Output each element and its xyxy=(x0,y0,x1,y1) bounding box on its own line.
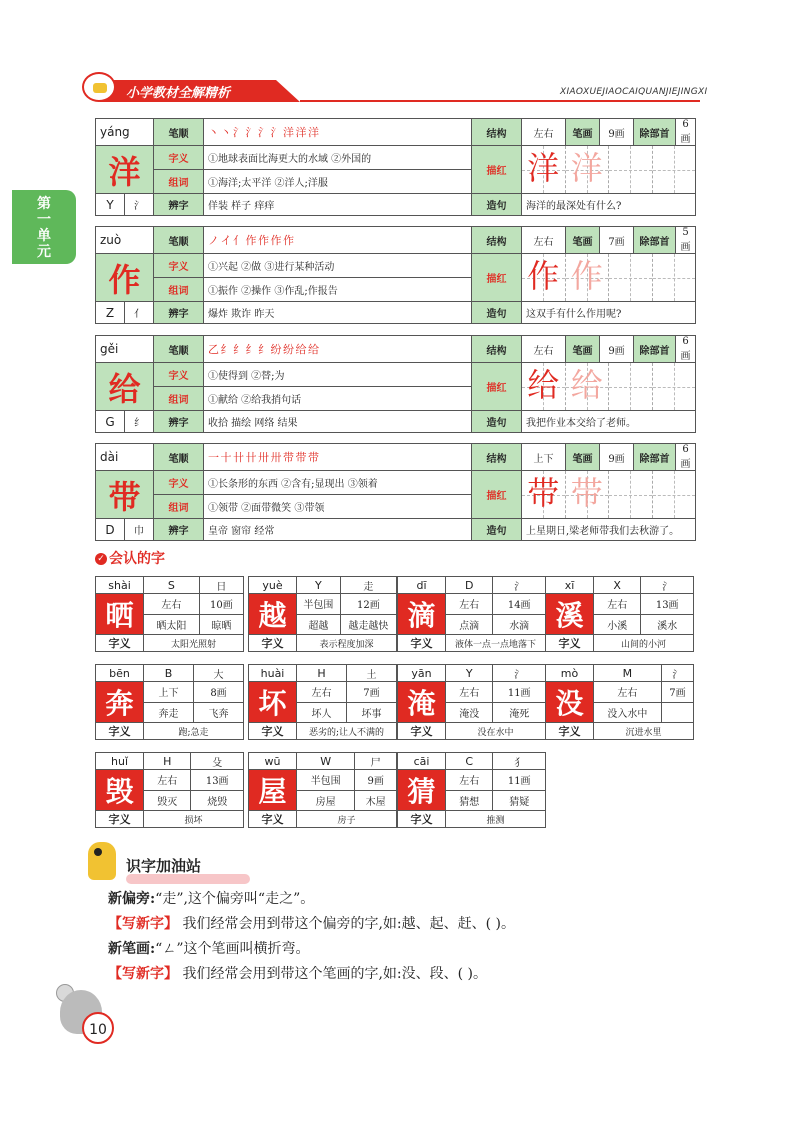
label-zaoju: 造句 xyxy=(472,519,522,541)
structure: 左右 xyxy=(297,682,347,703)
label-ziyi: 字义 xyxy=(96,811,144,828)
recognize-char: 猜 xyxy=(398,770,446,811)
label-bianzi: 辨字 xyxy=(154,302,204,324)
trace-cell-empty[interactable] xyxy=(609,146,653,193)
label-bianzi: 辨字 xyxy=(154,519,204,541)
label-bianzi: 辨字 xyxy=(154,411,204,433)
label-bushou: 除部首 xyxy=(634,119,676,146)
trace-cell-empty[interactable] xyxy=(653,254,696,301)
pinyin: mò xyxy=(546,665,594,682)
meaning: 房子 xyxy=(297,811,397,828)
label-jiegou: 结构 xyxy=(472,444,522,471)
stroke-count: 12画 xyxy=(340,594,396,615)
recognize-char: 越 xyxy=(249,594,297,635)
pinyin: yuè xyxy=(249,577,297,594)
header-title: 小学教材全解精析 xyxy=(126,86,231,101)
radical: 氵 xyxy=(125,194,154,216)
pinyin: zuò xyxy=(96,227,154,254)
stroke-count: 10画 xyxy=(199,594,243,615)
label-zaoju: 造句 xyxy=(472,411,522,433)
label-ziyi: 字义 xyxy=(398,723,446,740)
trace-cell-empty[interactable] xyxy=(653,471,696,518)
word-2: 淹死 xyxy=(493,702,546,723)
trace-cell-empty[interactable] xyxy=(609,363,653,410)
capital-letter: Z xyxy=(96,302,125,324)
new-radical-text: “走”,这个偏旁叫“走之”。 xyxy=(155,891,315,907)
label-zuci: 组词 xyxy=(154,278,204,302)
meaning: 损坏 xyxy=(144,811,244,828)
label-ziyi: 字义 xyxy=(546,635,594,652)
example-sentence: 我把作业本交给了老师。 xyxy=(522,411,696,433)
word-2: 烧毁 xyxy=(191,790,244,811)
radical: 氵 xyxy=(493,665,546,682)
tracing-grid xyxy=(522,471,696,519)
label-ziyi: 字义 xyxy=(154,471,204,495)
trace-char-dark: 洋 xyxy=(527,149,560,187)
tracing-grid xyxy=(522,254,696,302)
label-bishun: 笔顺 xyxy=(154,119,204,146)
label-miaohong: 描红 xyxy=(472,471,522,519)
capital-letter: W xyxy=(297,753,355,770)
stroke-order: 乙 纟 纟 纟 纟 纷 纷 给 给 xyxy=(204,336,472,363)
structure: 左右 xyxy=(522,336,566,363)
radical-strokes: 6画 xyxy=(676,119,696,146)
trace-cell-empty[interactable] xyxy=(653,363,696,410)
recognize-char-card-8 xyxy=(95,752,244,828)
tracing-grid xyxy=(522,363,696,411)
structure: 左右 xyxy=(522,119,566,146)
radical: 殳 xyxy=(191,753,244,770)
recognize-char-card-5 xyxy=(248,664,397,740)
main-char: 作 xyxy=(96,254,154,302)
label-ziyi: 字义 xyxy=(398,811,446,828)
example-sentence: 上星期日,梁老师带我们去秋游了。 xyxy=(522,519,696,541)
word-1: 坏人 xyxy=(297,702,347,723)
pinyin: xī xyxy=(546,577,594,594)
recognize-char: 毁 xyxy=(96,770,144,811)
label-miaohong: 描红 xyxy=(472,363,522,411)
label-ziyi: 字义 xyxy=(249,811,297,828)
label-zuci: 组词 xyxy=(154,387,204,411)
radical: 日 xyxy=(199,577,243,594)
recognize-char-card-3 xyxy=(545,576,694,652)
stroke-count: 8画 xyxy=(194,682,244,703)
structure: 上下 xyxy=(144,682,194,703)
example-sentence: 这双手有什么作用呢? xyxy=(522,302,696,324)
label-jiegou: 结构 xyxy=(472,119,522,146)
structure: 左右 xyxy=(594,682,662,703)
word-1: 晒太阳 xyxy=(144,614,200,635)
new-stroke-label: 新笔画: xyxy=(108,941,156,957)
label-bushou: 除部首 xyxy=(634,336,676,363)
unit-tab-label: 第一单元 xyxy=(37,196,51,260)
trace-cell xyxy=(566,471,610,518)
stroke-count: 9画 xyxy=(600,444,634,471)
word-1: 房屋 xyxy=(297,790,355,811)
pinyin: yān xyxy=(398,665,446,682)
word-1: 毁灭 xyxy=(144,790,191,811)
label-ziyi: 字义 xyxy=(96,723,144,740)
stroke-count: 7画 xyxy=(661,682,693,703)
stroke-count: 9画 xyxy=(355,770,397,791)
structure: 左右 xyxy=(446,682,493,703)
distinguish-words: 佯装 样子 痒痒 xyxy=(204,194,472,216)
meaning: 推测 xyxy=(446,811,546,828)
word-1: 小溪 xyxy=(594,614,641,635)
header-rule xyxy=(300,100,700,102)
pinyin: huǐ xyxy=(96,753,144,770)
mascot-icon xyxy=(88,842,116,880)
new-radical-label: 新偏旁: xyxy=(108,891,156,907)
word-2: 坏事 xyxy=(346,702,396,723)
words: ①献给 ②给我捎句话 xyxy=(204,387,472,411)
recognize-char-card-6 xyxy=(397,664,546,740)
recognize-char: 淹 xyxy=(398,682,446,723)
capital-letter: C xyxy=(446,753,493,770)
words: ①领带 ②面带微笑 ③带领 xyxy=(204,495,472,519)
recognize-char: 没 xyxy=(546,682,594,723)
stroke-count: 9画 xyxy=(600,119,634,146)
char-card-0 xyxy=(95,118,696,216)
label-ziyi: 字义 xyxy=(96,635,144,652)
capital-letter: M xyxy=(594,665,662,682)
radical: 氵 xyxy=(493,577,546,594)
label-bihua: 笔画 xyxy=(566,336,600,363)
stroke-count: 13画 xyxy=(191,770,244,791)
stroke-count: 7画 xyxy=(600,227,634,254)
recognize-char-card-9 xyxy=(248,752,397,828)
capital-letter: S xyxy=(144,577,200,594)
stroke-order: 丶 丶 氵 氵 氵 氵 洋 洋 洋 xyxy=(204,119,472,146)
meaning: ①使得到 ②替;为 xyxy=(204,363,472,387)
radical-strokes: 6画 xyxy=(676,336,696,363)
label-bihua: 笔画 xyxy=(566,119,600,146)
structure: 左右 xyxy=(144,594,200,615)
recognize-char: 晒 xyxy=(96,594,144,635)
trace-char-light: 作 xyxy=(570,257,603,295)
pinyin: huài xyxy=(249,665,297,682)
label-bianzi: 辨字 xyxy=(154,194,204,216)
radical: 氵 xyxy=(661,665,693,682)
structure: 左右 xyxy=(522,227,566,254)
label-bishun: 笔顺 xyxy=(154,336,204,363)
label-zuci: 组词 xyxy=(154,170,204,194)
words: ①振作 ②操作 ③作乱;作报告 xyxy=(204,278,472,302)
label-jiegou: 结构 xyxy=(472,336,522,363)
structure: 上下 xyxy=(522,444,566,471)
trace-cell xyxy=(522,363,566,410)
trace-cell xyxy=(522,146,566,193)
trace-cell-empty[interactable] xyxy=(609,471,653,518)
stroke-count: 14画 xyxy=(493,594,546,615)
recognize-char-card-0 xyxy=(95,576,244,652)
label-bihua: 笔画 xyxy=(566,444,600,471)
label-bihua: 笔画 xyxy=(566,227,600,254)
trace-char-light: 给 xyxy=(570,366,603,404)
recognize-char: 坏 xyxy=(249,682,297,723)
recognize-char-card-10 xyxy=(397,752,546,828)
label-miaohong: 描红 xyxy=(472,146,522,194)
label-bishun: 笔顺 xyxy=(154,444,204,471)
recognize-char-card-7 xyxy=(545,664,694,740)
structure: 半包围 xyxy=(297,594,341,615)
label-ziyi: 字义 xyxy=(154,146,204,170)
meaning: 沉进水里 xyxy=(594,723,694,740)
trace-cell-empty[interactable] xyxy=(609,254,653,301)
meaning: 恶劣的;让人不满的 xyxy=(297,723,397,740)
write-text-1: 我们经常会用到带这个偏旁的字,如:越、起、赶、( )。 xyxy=(178,916,515,932)
word-1: 淹没 xyxy=(446,702,493,723)
word-2: 水滴 xyxy=(493,614,546,635)
structure: 左右 xyxy=(594,594,641,615)
char-card-3 xyxy=(95,443,696,541)
pinyin: cāi xyxy=(398,753,446,770)
trace-cell xyxy=(566,146,610,193)
label-miaohong: 描红 xyxy=(472,254,522,302)
label-zuci: 组词 xyxy=(154,495,204,519)
pinyin: shài xyxy=(96,577,144,594)
trace-cell xyxy=(566,363,610,410)
meaning: 山间的小河 xyxy=(594,635,694,652)
main-char: 给 xyxy=(96,363,154,411)
recognize-char-card-4 xyxy=(95,664,244,740)
capital-letter: Y xyxy=(297,577,341,594)
capital-letter: Y xyxy=(96,194,125,216)
label-zaoju: 造句 xyxy=(472,194,522,216)
recognize-char-card-2 xyxy=(397,576,546,652)
word-2: 飞奔 xyxy=(194,702,244,723)
stroke-count: 11画 xyxy=(493,770,546,791)
mascot-eye xyxy=(94,848,102,856)
structure: 半包围 xyxy=(297,770,355,791)
section-title-text: 会认的字 xyxy=(109,551,165,567)
trace-cell-empty[interactable] xyxy=(653,146,696,193)
main-char: 带 xyxy=(96,471,154,519)
structure: 左右 xyxy=(446,770,493,791)
meaning: 没在水中 xyxy=(446,723,546,740)
radical: 走 xyxy=(340,577,396,594)
trace-cell xyxy=(566,254,610,301)
label-ziyi: 字义 xyxy=(249,635,297,652)
word-2: 晾晒 xyxy=(199,614,243,635)
label-bushou: 除部首 xyxy=(634,444,676,471)
trace-char-light: 带 xyxy=(570,474,603,512)
trace-char-dark: 给 xyxy=(527,366,560,404)
meaning: 太阳光照射 xyxy=(144,635,244,652)
recognize-char: 溪 xyxy=(546,594,594,635)
station-line-2 xyxy=(108,913,515,933)
meaning: ①长条形的东西 ②含有;显现出 ③领着 xyxy=(204,471,472,495)
word-1: 点滴 xyxy=(446,614,493,635)
radical: 大 xyxy=(194,665,244,682)
label-ziyi: 字义 xyxy=(154,254,204,278)
capital-letter: D xyxy=(96,519,125,541)
write-tag-1: 【写新字】 xyxy=(108,916,178,932)
trace-cell xyxy=(522,471,566,518)
radical: 纟 xyxy=(125,411,154,433)
stroke-order: 一 十 卄 卄 卅 卅 带 带 带 xyxy=(204,444,472,471)
write-tag-2: 【写新字】 xyxy=(108,966,178,982)
station-title: 识字加油站 xyxy=(126,857,202,875)
radical: 亻 xyxy=(125,302,154,324)
recognize-char: 奔 xyxy=(96,682,144,723)
stroke-count: 11画 xyxy=(493,682,546,703)
unit-side-tab xyxy=(12,190,76,264)
pinyin: gěi xyxy=(96,336,154,363)
trace-char-light: 洋 xyxy=(570,149,603,187)
pinyin: dài xyxy=(96,444,154,471)
stroke-count: 9画 xyxy=(600,336,634,363)
stroke-order: ノ イ 亻 作 作 作 作 xyxy=(204,227,472,254)
radical: 土 xyxy=(346,665,396,682)
radical-strokes: 5画 xyxy=(676,227,696,254)
distinguish-words: 皇帝 窗帘 经常 xyxy=(204,519,472,541)
structure: 左右 xyxy=(446,594,493,615)
recognize-char-card-1 xyxy=(248,576,397,652)
tracing-grid xyxy=(522,146,696,194)
pinyin: yáng xyxy=(96,119,154,146)
station-line-1 xyxy=(108,888,314,908)
radical-strokes: 6画 xyxy=(676,444,696,471)
trace-cell xyxy=(522,254,566,301)
write-text-2: 我们经常会用到带这个笔画的字,如:没、段、( )。 xyxy=(178,966,487,982)
label-ziyi: 字义 xyxy=(546,723,594,740)
header-english: XIAOXUEJIAOCAIQUANJIEJINGXI xyxy=(560,87,708,97)
pinyin: bēn xyxy=(96,665,144,682)
meaning: 跑;急走 xyxy=(144,723,244,740)
word-1: 没入水中 xyxy=(594,702,662,723)
pinyin: wū xyxy=(249,753,297,770)
distinguish-words: 收拾 描绘 网络 结果 xyxy=(204,411,472,433)
check-icon: ✓ xyxy=(95,553,107,565)
word-1: 猜想 xyxy=(446,790,493,811)
capital-letter: D xyxy=(446,577,493,594)
word-1: 超越 xyxy=(297,614,341,635)
page-number: 10 xyxy=(82,1012,114,1044)
capital-letter: Y xyxy=(446,665,493,682)
label-jiegou: 结构 xyxy=(472,227,522,254)
word-2 xyxy=(661,702,693,723)
meaning: ①兴起 ②做 ③进行某种活动 xyxy=(204,254,472,278)
word-2: 猜疑 xyxy=(493,790,546,811)
word-2: 溪水 xyxy=(641,614,694,635)
stroke-count: 13画 xyxy=(641,594,694,615)
label-zaoju: 造句 xyxy=(472,302,522,324)
char-card-2 xyxy=(95,335,696,433)
meaning: ①地球表面比海更大的水域 ②外国的 xyxy=(204,146,472,170)
structure: 左右 xyxy=(144,770,191,791)
label-ziyi: 字义 xyxy=(154,363,204,387)
word-1: 奔走 xyxy=(144,702,194,723)
label-ziyi: 字义 xyxy=(398,635,446,652)
capital-letter: G xyxy=(96,411,125,433)
example-sentence: 海洋的最深处有什么? xyxy=(522,194,696,216)
meaning: 液体一点一点地落下 xyxy=(446,635,546,652)
radical: 氵 xyxy=(641,577,694,594)
trace-char-dark: 作 xyxy=(527,257,560,295)
capital-letter: H xyxy=(144,753,191,770)
label-bushou: 除部首 xyxy=(634,227,676,254)
main-char: 洋 xyxy=(96,146,154,194)
radical: 尸 xyxy=(355,753,397,770)
meaning: 表示程度加深 xyxy=(297,635,397,652)
label-bishun: 笔顺 xyxy=(154,227,204,254)
word-2: 木屋 xyxy=(355,790,397,811)
radical: 犭 xyxy=(493,753,546,770)
capital-letter: B xyxy=(144,665,194,682)
capital-letter: X xyxy=(594,577,641,594)
capital-letter: H xyxy=(297,665,347,682)
section-title xyxy=(95,548,165,568)
new-stroke-text: “ㄥ”这个笔画叫横折弯。 xyxy=(155,941,310,957)
recognize-char: 滴 xyxy=(398,594,446,635)
station-line-4 xyxy=(108,963,487,983)
trace-char-dark: 带 xyxy=(527,474,560,512)
words: ①海洋;太平洋 ②洋人;洋服 xyxy=(204,170,472,194)
char-card-1 xyxy=(95,226,696,324)
logo-inner xyxy=(93,83,107,93)
label-ziyi: 字义 xyxy=(249,723,297,740)
distinguish-words: 爆炸 欺诈 昨天 xyxy=(204,302,472,324)
word-2: 越走越快 xyxy=(340,614,396,635)
stroke-count: 7画 xyxy=(346,682,396,703)
recognize-char: 屋 xyxy=(249,770,297,811)
pinyin: dī xyxy=(398,577,446,594)
station-line-3 xyxy=(108,938,310,958)
radical: 巾 xyxy=(125,519,154,541)
